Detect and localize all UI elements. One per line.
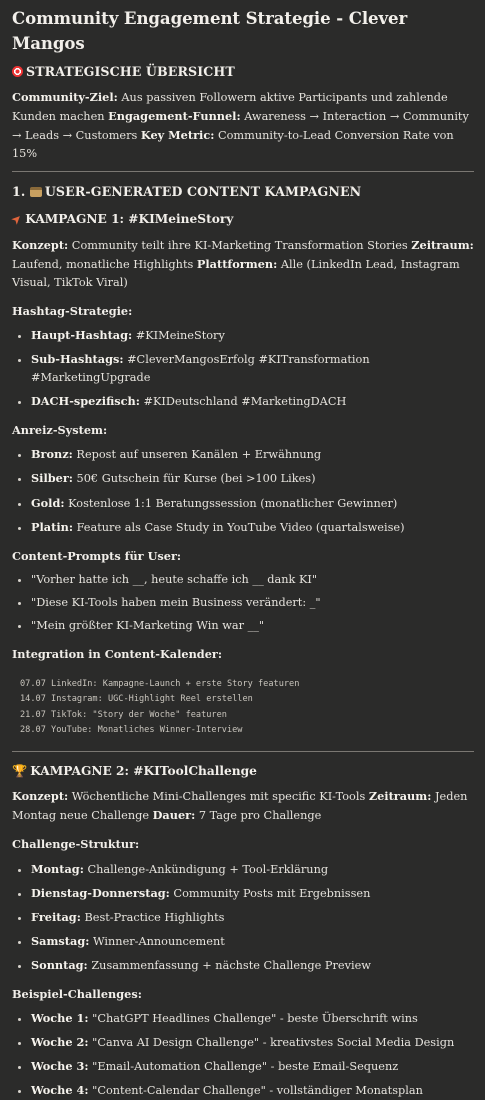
divider [12,751,474,752]
hashtag-list [12,326,474,411]
integration-heading: Integration in Content-Kalender: [12,646,223,661]
campaign-1-concept: Konzept: Community teilt ihre KI-Marketing Transformation Stories Zeitraum: Laufend, monatliche Highlights Plattformen: Alle (LinkedIn Lead, Instagram Visual, TikTok Viral) [12,237,474,289]
list-item: • Platin: Feature als Case Study in YouTube Video (quartalsweise) [31,518,474,537]
struktur-list [12,860,474,975]
rocket-icon: ➤ [8,210,26,229]
list-item: • Silber: 50€ Gutschein für Kurse (bei >100 Likes) [31,469,474,488]
list-item: • Montag: Challenge-Ankündigung + Tool-Erklärung [31,860,474,879]
page-title: Community Engagement Strategie - Clever Mangos [12,8,408,53]
hashtag-heading: Hashtag-Strategie: [12,304,133,319]
section-1-heading: 1. USER-GENERATED CONTENT KAMPAGNEN [12,184,362,200]
list-item: • Sub-Hashtags: #CleverMangosErfolg #KITransformation #MarketingUpgrade [31,350,474,387]
list-item: • Woche 1: "ChatGPT Headlines Challenge" - beste Überschrift wins [31,1009,474,1028]
campaign-2-heading: 🏆 KAMPAGNE 2: #KIToolChallenge [12,762,474,782]
list-item: • "Mein größter KI-Marketing Win war __" [31,617,474,635]
overview-paragraph: Community-Ziel: Aus passiven Followern aktive Participants und zahlende Kunden machen Engagement-Funnel: Awareness → Interaction → Community → Leads → Customers Key Metric: Community-to-Lead Conversion Rate von 15% [12,89,469,161]
beispiel-heading: Beispiel-Challenges: [12,986,142,1001]
list-item: • Gold: Kostenlose 1:1 Beratungssession (monatlicher Gewinner) [31,494,474,513]
anreiz-list [12,445,474,536]
list-item: • Sonntag: Zusammenfassung + nächste Challenge Preview [31,956,474,975]
package-icon [30,187,42,197]
list-item: • Freitag: Best-Practice Highlights [31,908,474,927]
struktur-heading: Challenge-Struktur: [12,837,140,852]
code-line: 14.07 Instagram: UGC-Highlight Reel erstellen [20,694,253,705]
list-item: • Woche 4: "Content-Calendar Challenge" - vollständiger Monatsplan [31,1081,474,1100]
prompts-list [12,571,474,635]
code-line: 07.07 LinkedIn: Kampagne-Launch + erste Story featuren [20,678,300,689]
code-line: 28.07 YouTube: Monatliches Winner-Interview [20,725,243,736]
list-item: • Dienstag-Donnerstag: Community Posts mit Ergebnissen [31,884,474,903]
list-item: • Bronz: Repost auf unseren Kanälen + Erwähnung [31,445,474,464]
list-item: • Woche 2: "Canva AI Design Challenge" - kreativstes Social Media Design [31,1033,474,1052]
list-item: • DACH-spezifisch: #KIDeutschland #MarketingDACH [31,392,474,411]
campaign-1-heading: ➤KAMPAGNE 1: #KIMeineStory [12,210,474,230]
trophy-icon: 🏆 [12,763,28,778]
list-item: • "Diese KI-Tools haben mein Business verändert: _" [31,594,474,612]
code-line: 21.07 TikTok: "Story der Woche" featuren [20,709,227,720]
list-item: • Samstag: Winner-Announcement [31,932,474,951]
anreiz-heading: Anreiz-System: [12,423,108,438]
calendar-code-block [20,677,474,739]
beispiel-list [12,1009,474,1100]
list-item: • Woche 3: "Email-Automation Challenge" - beste Email-Sequenz [31,1057,474,1076]
prompts-heading: Content-Prompts für User: [12,548,182,563]
campaign-2-concept: Konzept: Wöchentliche Mini-Challenges mit specific KI-Tools Zeitraum: Jeden Montag neue Challenge Dauer: 7 Tage pro Challenge [12,789,468,823]
list-item: • Haupt-Hashtag: #KIMeineStory [31,326,474,345]
divider [12,171,474,172]
list-item: • "Vorher hatte ich __, heute schaffe ich __ dank KI" [31,571,474,589]
overview-heading: STRATEGISCHE ÜBERSICHT [12,62,474,82]
dart-icon [12,66,23,77]
